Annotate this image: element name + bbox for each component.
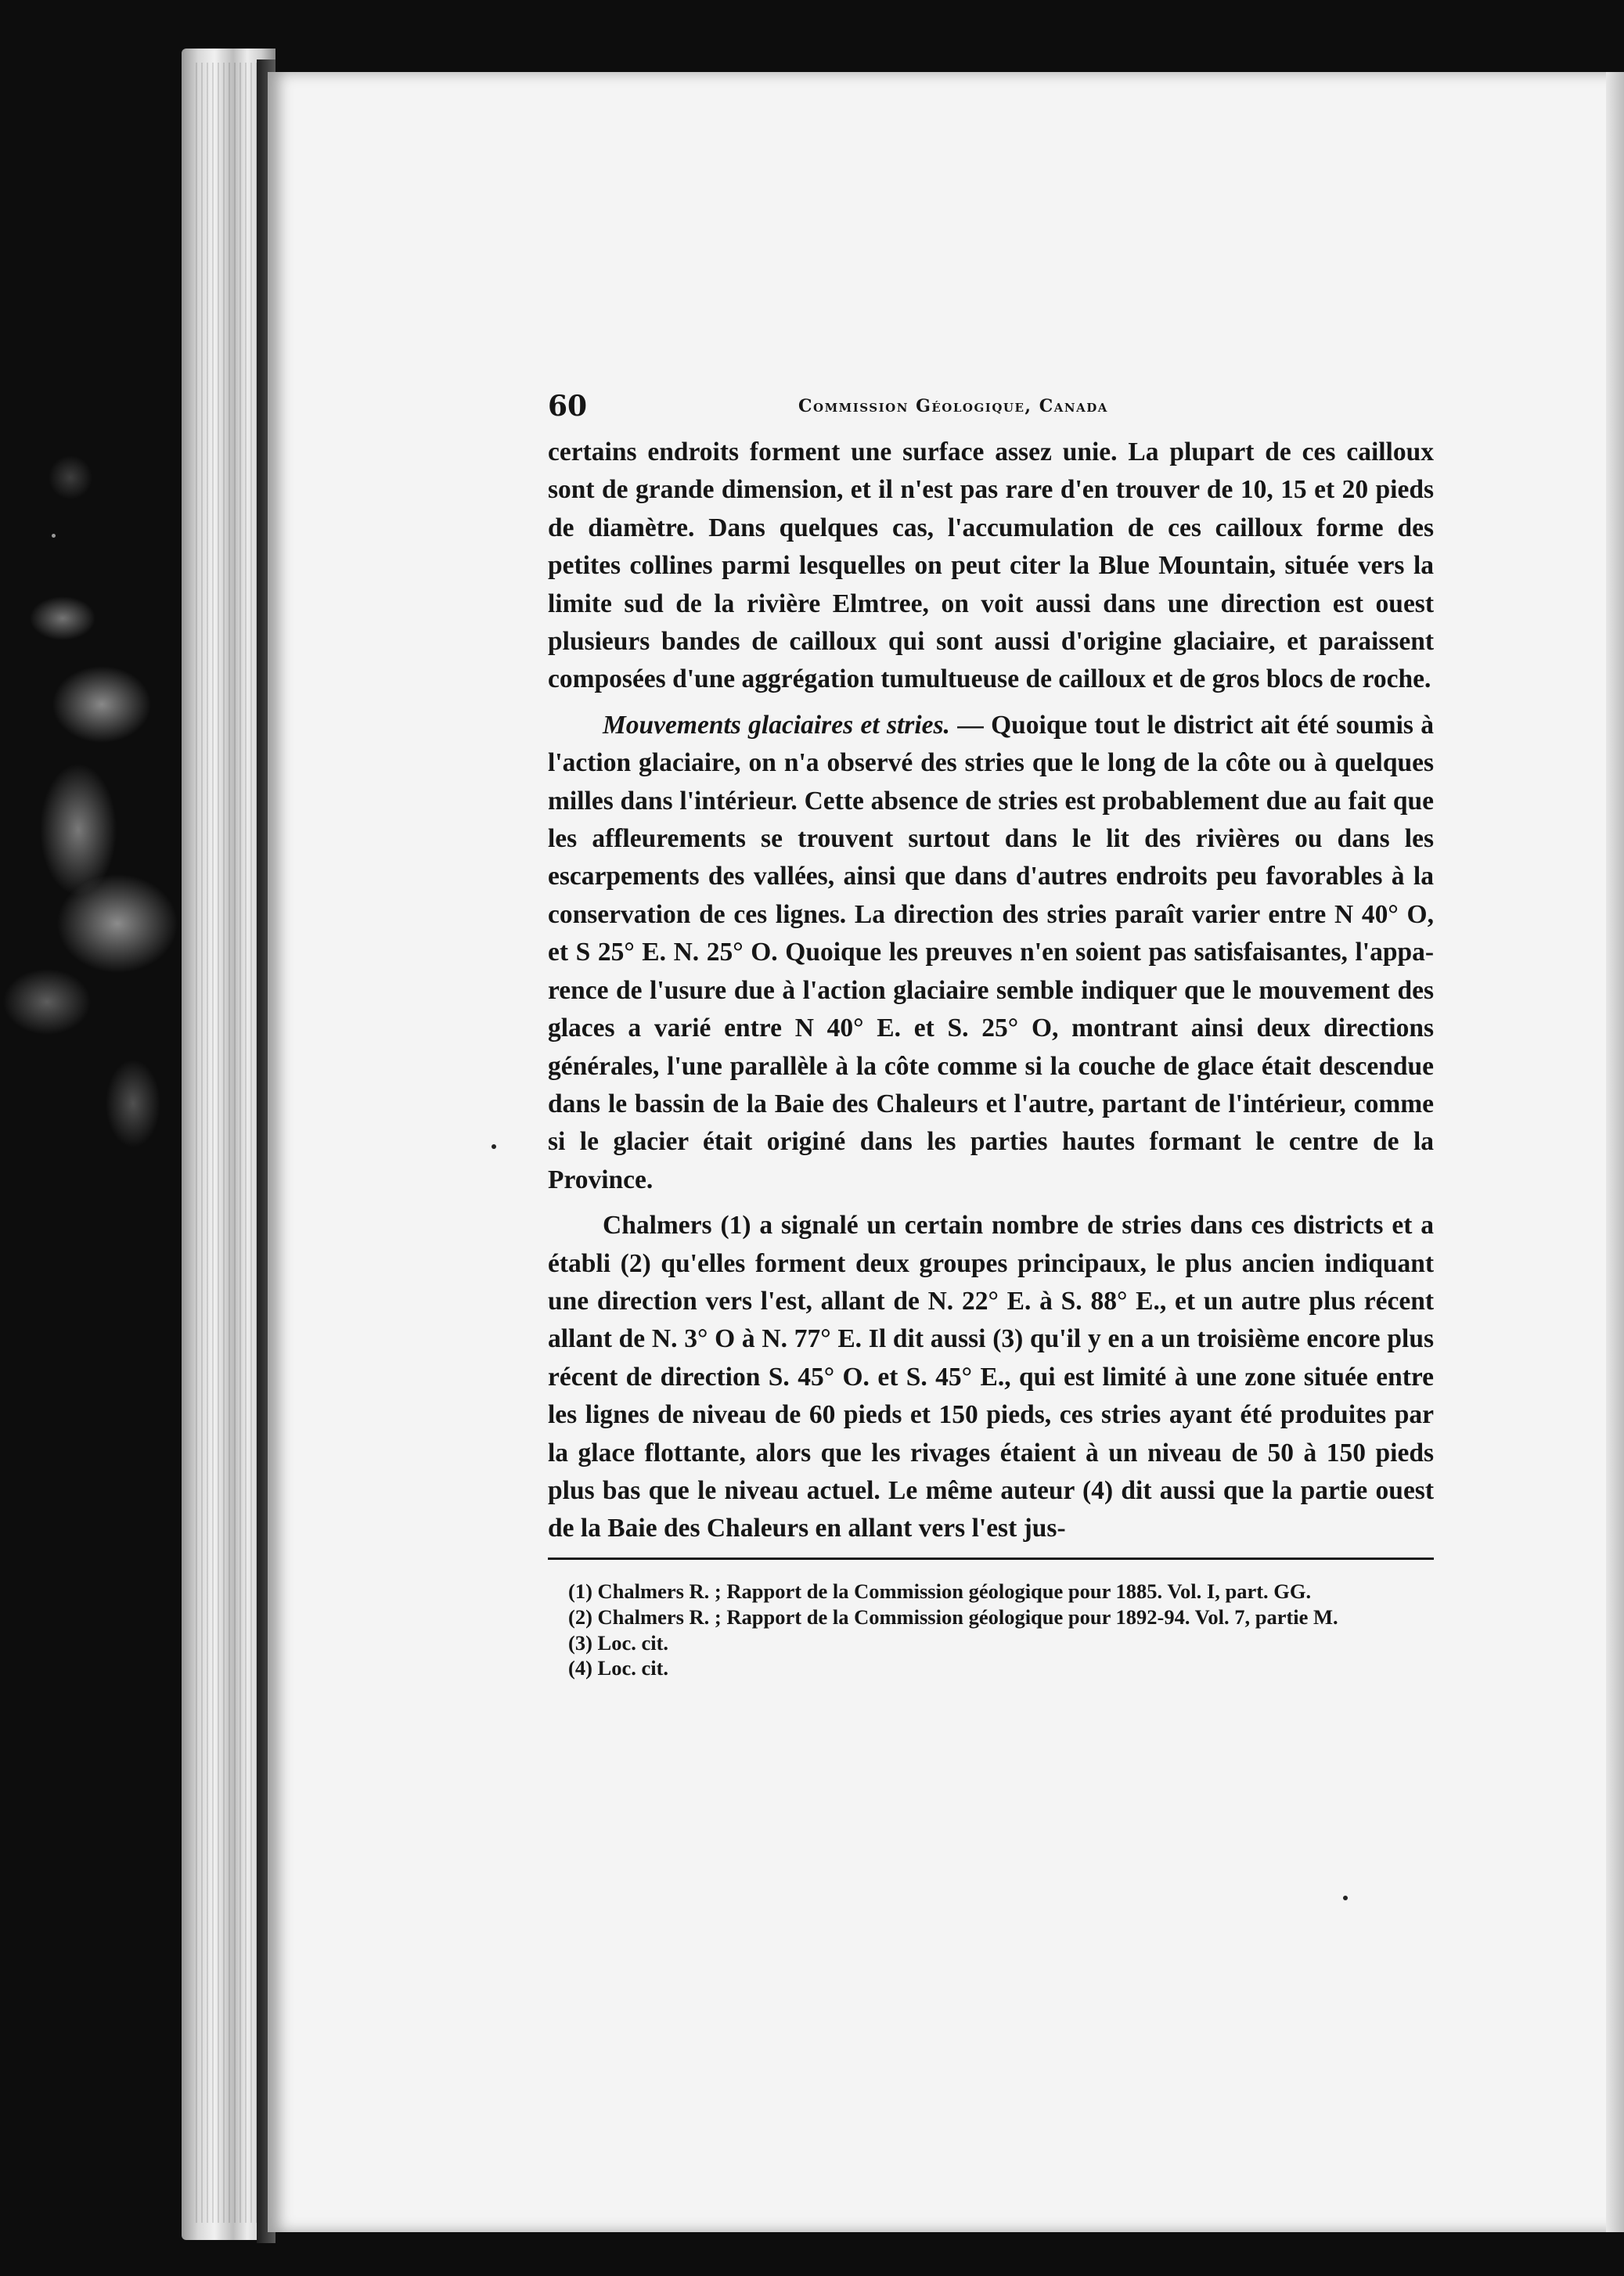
footnote-1: (1) Chalmers R. ; Rapport de la Commission géologique pour 1885. Vol. I, part. GG. [568,1579,1312,1603]
body-paragraph-2-text: — Quoique tout le district ait été soumis à l'action glaciaire, on n'a observé des stries que le long de la côte ou à quelques milles dans l'intérieur. Cette absence de stries est probablement due au fait que les affleurements se trouvent surtout dans le lit des rivières ou dans les escarpements des vallées, ainsi que dans d'autres endroits peu favorables à la conservation de ces lignes. La direction des stries paraît varier entre N 40° O, et S 25° E. N. 25° O. Quoique les preuves n'en soient pas satisfaisantes, l'apparence de l'usure due à l'action glaciaire semble indiquer que le mouvement des glaces a varié entre N 40° E. et S. 25° O, montrant ainsi deux directions générales, l'une parallèle à la côte comme si la couche de glace était descendue dans le bassin de la Baie des Chaleurs et l'autre, partant de l'intérieur, comme si le glacier était originé dans les parties hautes formant le centre de la Province. [548,710,1435,1194]
background-texture [0,282,211,1456]
page-header [548,382,1434,434]
footnote-divider [548,1558,1434,1560]
speck-mark [52,534,56,538]
speck-mark [492,1144,496,1149]
section-title: Mouvements glaciaires et stries. [603,710,950,740]
body-paragraph-1: certains endroits forment une surface assez unie. La plupart de ces cailloux sont de grande dimension, et il n'est pas rare d'en trouver de 10, 15 et 20 pieds de diamètre. Dans quelques cas, l'accumulation de ces cailloux forme des petites collines parmi lesquelles on peut citer la Blue Mountain, située vers la limite sud de la rivière Elmtree, on voit aussi dans une direction est ouest plusieurs bandes de cailloux qui sont aussi d'origine glaciaire, et paraissent composées d'une aggrégation tumultueuse de cailloux et de gros blocs de roche. [548,438,1434,694]
footnote-2: (2) Chalmers R. ; Rapport de la Commission géologique pour 1892-94. Vol. 7, partie M. [568,1604,1338,1629]
speck-mark [1343,1896,1348,1900]
page-number: 60 [548,390,588,423]
body-paragraph-2 [548,707,1434,1199]
footnote-3: (3) Loc. cit. [568,1630,669,1655]
page-right-edge [1606,72,1624,2232]
text-block [548,382,1434,1682]
body-paragraph-3: Chalmers (1) a signalé un certain nombre de stries dans ces districts et a établi (2) qu'elles forment deux groupes principaux, le plus ancien indiquant une direction vers l'est, allant de N. 22° E. à S. 88° E., et un autre plus récent allant de N. 3° O à N. 77° E. Il dit aussi (3) qu'il y en a un troisième encore plus récent de direction S. 45° O. et S. 45° E., qui est limité à une zone située entre les lignes de niveau de 60 pieds et 150 pieds, ces stries ayant été produites par la glace flottante, alors que les rivages étaient à un niveau de 50 à 150 pieds plus bas que le niveau actuel. Le même auteur (4) dit aussi que la partie ouest de la Baie des Chaleurs en allant vers l'est jus- [548,1211,1434,1543]
footnote-4: (4) Loc. cit. [568,1655,669,1680]
page-edges [196,63,266,2223]
running-head: Commission Géologique, Canada [798,396,1108,416]
